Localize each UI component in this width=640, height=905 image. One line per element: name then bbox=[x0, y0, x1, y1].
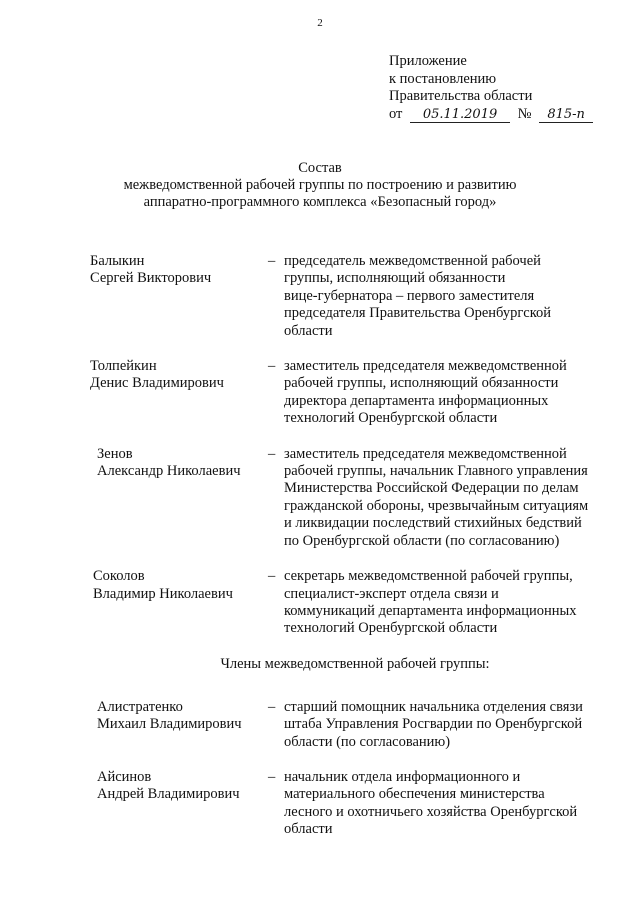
role-line: специалист-эксперт отдела связи и bbox=[284, 585, 499, 602]
role-line: области bbox=[284, 821, 333, 838]
person-role bbox=[284, 253, 614, 340]
role-line: председателя Правительства Оренбургской bbox=[284, 305, 552, 322]
role-line: заместитель председателя межведомственной bbox=[284, 445, 567, 462]
surname: Зенов bbox=[97, 445, 133, 462]
person-entry bbox=[0, 358, 640, 428]
dash-separator: – bbox=[268, 698, 276, 715]
given-name: Сергей Викторович bbox=[90, 270, 212, 287]
appendix-line: к постановлению bbox=[389, 70, 497, 87]
person-entry bbox=[0, 446, 640, 550]
person-entry bbox=[0, 253, 640, 340]
handwritten-number: 815-п bbox=[539, 108, 593, 123]
dash-separator: – bbox=[268, 253, 276, 269]
surname: Алистратенко bbox=[97, 698, 183, 715]
dash-separator: – bbox=[268, 768, 276, 785]
surname: Соколов bbox=[93, 568, 145, 585]
dash-separator: – bbox=[268, 358, 276, 375]
role-line: материального обеспечения министерства bbox=[284, 786, 545, 803]
dash-separator: – bbox=[268, 568, 276, 585]
role-line: рабочей группы, начальник Главного управления bbox=[284, 463, 588, 480]
given-name: Денис Владимирович bbox=[90, 375, 224, 392]
person-role bbox=[284, 568, 614, 638]
surname: Толпейкин bbox=[90, 358, 157, 375]
person-role bbox=[284, 358, 614, 428]
page-number: 2 bbox=[317, 17, 323, 29]
role-line: секретарь межведомственной рабочей группы, bbox=[284, 568, 573, 585]
person-role bbox=[284, 699, 614, 751]
given-name: Михаил Владимирович bbox=[97, 716, 242, 733]
person-role bbox=[284, 769, 614, 839]
role-line: старший помощник начальника отделения связи bbox=[284, 698, 583, 715]
role-line: рабочей группы, исполняющий обязанности bbox=[284, 375, 559, 392]
role-line: и ликвидации последствий стихийных бедствий bbox=[284, 515, 582, 532]
title-line: Состав bbox=[298, 160, 342, 176]
document-title bbox=[0, 160, 640, 211]
handwritten-date: 05.11.2019 bbox=[410, 108, 510, 123]
appendix-date-row bbox=[389, 106, 619, 124]
role-line: председатель межведомственной рабочей bbox=[284, 253, 541, 269]
person-name bbox=[97, 699, 272, 734]
role-line: области bbox=[284, 322, 333, 339]
role-line: по Оренбургской области (по согласованию) bbox=[284, 532, 560, 549]
role-line: штаба Управления Росгвардии по Оренбургской bbox=[284, 716, 583, 733]
role-line: директора департамента информационных bbox=[284, 392, 549, 409]
role-line: группы, исполняющий обязанности bbox=[284, 270, 506, 287]
appendix-block bbox=[389, 53, 619, 123]
person-role bbox=[284, 446, 614, 550]
role-line: начальник отдела информационного и bbox=[284, 768, 521, 785]
person-name bbox=[90, 253, 265, 288]
number-prefix: № bbox=[517, 105, 532, 122]
given-name: Александр Николаевич bbox=[97, 463, 241, 480]
role-line: вице-губернатора – первого заместителя bbox=[284, 287, 535, 304]
surname: Балыкин bbox=[90, 253, 145, 269]
composition-list bbox=[0, 253, 640, 857]
appendix-line: Приложение bbox=[389, 53, 467, 69]
given-name: Андрей Владимирович bbox=[97, 786, 240, 803]
role-line: области (по согласованию) bbox=[284, 733, 451, 750]
dash-separator: – bbox=[268, 445, 276, 462]
surname: Айсинов bbox=[97, 768, 152, 785]
person-name bbox=[97, 446, 272, 481]
appendix-line: Правительства области bbox=[389, 88, 533, 104]
role-line: Министерства Российской Федерации по делам bbox=[284, 480, 579, 497]
person-entry bbox=[0, 568, 640, 638]
role-line: лесного и охотничьего хозяйства Оренбургской bbox=[284, 803, 578, 820]
role-line: гражданской обороны, чрезвычайным ситуациям bbox=[284, 497, 589, 514]
person-entry bbox=[0, 699, 640, 751]
date-prefix: от bbox=[389, 105, 403, 122]
role-line: коммуникаций департамента информационных bbox=[284, 602, 577, 619]
person-name bbox=[93, 568, 268, 603]
role-line: технологий Оренбургской области bbox=[284, 620, 498, 637]
role-line: заместитель председателя межведомственной bbox=[284, 358, 567, 375]
given-name: Владимир Николаевич bbox=[93, 585, 233, 602]
person-name bbox=[90, 358, 265, 393]
members-heading: Члены межведомственной рабочей группы: bbox=[220, 655, 490, 672]
title-line: межведомственной рабочей группы по построению и развитию bbox=[123, 177, 517, 193]
role-line: технологий Оренбургской области bbox=[284, 410, 498, 427]
title-line: аппаратно-программного комплекса «Безопасный город» bbox=[143, 194, 497, 210]
person-name bbox=[97, 769, 272, 804]
person-entry bbox=[0, 769, 640, 839]
